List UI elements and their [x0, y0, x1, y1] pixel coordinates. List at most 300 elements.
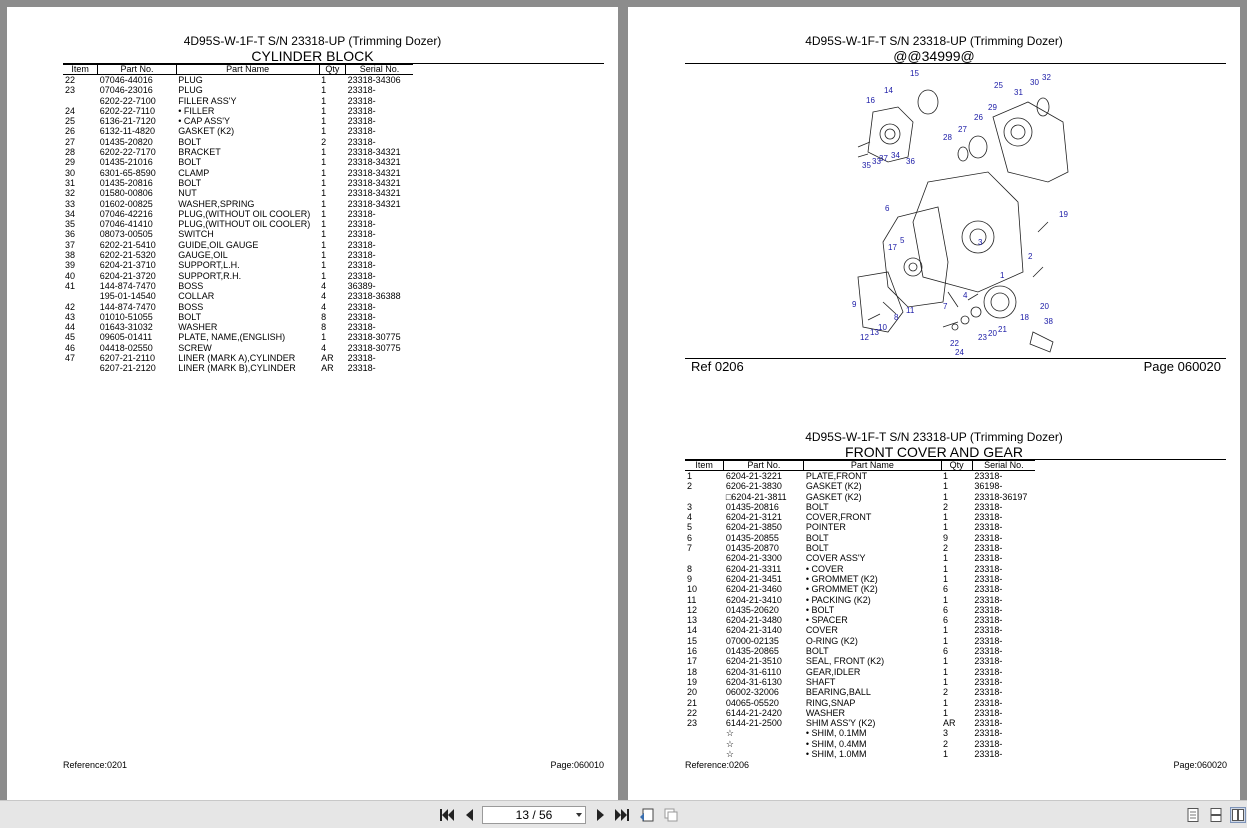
- cell-part-no: 01643-31032: [99, 322, 153, 333]
- cell-serial-no: 23318-: [974, 738, 1003, 749]
- cell-item: 35: [65, 219, 76, 230]
- cell-serial-no: 23318-: [347, 353, 376, 364]
- cell-item: 14: [687, 625, 698, 636]
- cell-serial-no: 23318-: [974, 532, 1003, 543]
- cell-serial-no: 23318-36197: [974, 491, 1028, 502]
- cell-item: 7: [687, 543, 693, 554]
- footer-reference: Reference:0206: [685, 760, 750, 770]
- cell-qty: 1: [321, 167, 327, 178]
- table-row: [63, 188, 413, 198]
- cell-part-name: BRACKET: [178, 147, 221, 158]
- cell-part-name: GEAR,IDLER: [805, 666, 861, 677]
- cell-serial-no: 23318-34321: [347, 198, 401, 209]
- cell-part-name: GASKET (K2): [805, 481, 862, 492]
- table-row: [685, 667, 1035, 677]
- col-qty: Qty: [319, 65, 346, 75]
- cell-qty: 3: [943, 728, 949, 739]
- diagram-page: Page 060020: [1143, 359, 1221, 374]
- table-row: [685, 502, 1035, 512]
- cell-serial-no: 23318-34306: [347, 75, 401, 85]
- cell-qty: 1: [321, 157, 327, 168]
- cell-part-name: POINTER: [805, 522, 846, 533]
- cell-qty: 1: [943, 481, 949, 492]
- cell-qty: 1: [321, 198, 327, 209]
- cell-part-name: GUIDE,OIL GAUGE: [178, 239, 259, 250]
- cell-part-name: • BOLT: [805, 604, 835, 615]
- table-row: [685, 718, 1035, 728]
- callout: 11: [906, 306, 915, 315]
- cell-serial-no: 23318-: [974, 635, 1003, 646]
- callout: 17: [888, 243, 897, 252]
- cell-part-no: 01435-20620: [725, 604, 779, 615]
- table-row: [685, 708, 1035, 718]
- cell-serial-no: 23318-: [974, 676, 1003, 687]
- table-row: [63, 322, 413, 332]
- cell-serial-no: 23318-: [347, 270, 376, 281]
- cell-serial-no: 23318-: [347, 363, 376, 374]
- two-page-icon[interactable]: [1230, 807, 1246, 823]
- diagram-title: @@34999@: [893, 48, 975, 64]
- cell-serial-no: 23318-34321: [347, 188, 401, 199]
- cell-item: 33: [65, 198, 76, 209]
- cell-part-name: SWITCH: [178, 229, 214, 240]
- cell-qty: 1: [943, 676, 949, 687]
- cell-qty: 4: [321, 291, 327, 302]
- table-row: [685, 656, 1035, 666]
- cell-item: 39: [65, 260, 76, 271]
- cell-item: 5: [687, 522, 693, 533]
- callout: 23: [978, 333, 987, 342]
- cell-part-name: FILLER ASS'Y: [178, 95, 237, 106]
- cell-serial-no: 23318-: [974, 707, 1003, 718]
- front-plate-part: [913, 172, 1023, 292]
- continuous-icon[interactable]: [1209, 808, 1223, 822]
- cell-part-no: 6144-21-2420: [725, 707, 782, 718]
- table-row: [685, 677, 1035, 687]
- cell-qty: 6: [943, 646, 949, 657]
- table-row: [685, 553, 1035, 563]
- parts-table: [685, 460, 1035, 759]
- cell-part-name: RING,SNAP: [805, 697, 856, 708]
- table-row: [63, 126, 413, 136]
- cell-part-no: 01435-20870: [725, 543, 779, 554]
- cell-item: 16: [687, 646, 698, 657]
- last-page-icon[interactable]: [615, 808, 629, 822]
- rotate-icon[interactable]: [640, 808, 654, 822]
- prev-page-icon[interactable]: [462, 808, 476, 822]
- next-page-icon[interactable]: [594, 808, 608, 822]
- table-row: [63, 209, 413, 219]
- cell-item: [685, 749, 724, 759]
- callout: 28: [943, 133, 952, 142]
- cell-serial-no: 23318-: [347, 126, 376, 137]
- cell-part-no: 01435-20855: [725, 532, 779, 543]
- cell-part-name: • CAP ASS'Y: [178, 116, 230, 127]
- cell-part-name: BOLT: [805, 646, 829, 657]
- cell-item: 32: [65, 188, 76, 199]
- cell-part-name: GASKET (K2): [805, 491, 862, 502]
- cell-item: 2: [687, 481, 693, 492]
- diagram-subtitle: 4D95S-W-1F-T S/N 23318-UP (Trimming Dozer): [805, 34, 1063, 48]
- cell-part-name: BOLT: [178, 311, 202, 322]
- table-row: [63, 332, 413, 342]
- exploded-view-diagram: [828, 62, 1078, 362]
- cell-part-name: SUPPORT,R.H.: [178, 270, 242, 281]
- cell-item: 1: [687, 471, 693, 481]
- cell-part-no: ☆: [725, 749, 734, 760]
- cell-part-name: PLUG,(WITHOUT OIL COOLER): [178, 208, 311, 219]
- cell-qty: 1: [943, 749, 949, 760]
- cell-qty: 2: [943, 543, 949, 554]
- table-row: [63, 250, 413, 260]
- cell-part-no: 6204-21-3480: [725, 615, 782, 626]
- cell-item: [685, 728, 724, 738]
- cell-part-no: 06002-32006: [725, 687, 779, 698]
- col-item: Item: [63, 65, 98, 75]
- cell-serial-no: 23318-: [974, 501, 1003, 512]
- table-row: [685, 574, 1035, 584]
- footer-reference: Reference:0201: [63, 760, 128, 770]
- cell-qty: 1: [321, 75, 327, 85]
- cell-qty: 1: [321, 260, 327, 271]
- cell-serial-no: 23318-: [347, 301, 376, 312]
- cell-part-name: COLLAR: [178, 291, 215, 302]
- col-part-name: Part Name: [804, 461, 941, 471]
- cell-part-no: 04418-02550: [99, 342, 153, 353]
- cell-part-name: BOLT: [178, 157, 202, 168]
- cell-part-no: 6206-21-3830: [725, 481, 782, 492]
- cell-part-name: BOLT: [805, 532, 829, 543]
- callout: 24: [955, 348, 964, 357]
- cell-part-no: 6204-21-3311: [725, 563, 782, 574]
- cell-serial-no: 23318-: [347, 239, 376, 250]
- cell-serial-no: 23318-: [974, 573, 1003, 584]
- cell-part-name: PLATE, NAME,(ENGLISH): [178, 332, 286, 343]
- table-row: [685, 522, 1035, 532]
- cell-part-no: 6204-21-3510: [725, 656, 782, 667]
- page-subtitle: 4D95S-W-1F-T S/N 23318-UP (Trimming Dozer): [183, 34, 442, 48]
- cell-item: 34: [65, 208, 76, 219]
- cell-part-no: 144-874-7470: [99, 280, 156, 291]
- table-row: [685, 543, 1035, 553]
- cell-serial-no: 23318-: [347, 95, 376, 106]
- cell-qty: 1: [321, 208, 327, 219]
- cell-serial-no: 23318-: [974, 543, 1003, 554]
- callout: 29: [988, 103, 997, 112]
- engine-block-part: [993, 102, 1068, 182]
- cell-item: 9: [687, 573, 693, 584]
- col-part-name: Part Name: [176, 65, 319, 75]
- cell-serial-no: 23318-: [974, 584, 1003, 595]
- cell-item: 31: [65, 177, 76, 188]
- cell-part-name: GAUGE,OIL: [178, 250, 228, 261]
- page-front-cover-and-gear: [628, 7, 1240, 800]
- table-row: [63, 75, 413, 86]
- cell-serial-no: 23318-: [974, 749, 1003, 760]
- cell-qty: 1: [943, 522, 949, 533]
- callout: 20: [1040, 302, 1049, 311]
- cell-qty: 1: [943, 594, 949, 605]
- cell-part-no: 6202-22-7110: [99, 105, 156, 116]
- cell-part-no: 144-874-7470: [99, 301, 156, 312]
- cell-part-name: PLUG,(WITHOUT OIL COOLER): [178, 219, 311, 230]
- cell-serial-no: 23318-: [974, 728, 1003, 739]
- footer-page: Page:060010: [550, 760, 604, 770]
- cell-part-no: 6204-21-3300: [725, 553, 782, 564]
- cell-item: 20: [687, 687, 698, 698]
- cell-part-name: WASHER: [178, 322, 218, 333]
- table-row: [63, 312, 413, 322]
- table-row: [685, 564, 1035, 574]
- cell-qty: 1: [943, 471, 949, 481]
- cell-item: 37: [65, 239, 76, 250]
- cell-part-name: SHIM ASS'Y (K2): [805, 718, 876, 729]
- cell-item: [685, 739, 724, 749]
- cell-qty: 2: [321, 136, 327, 147]
- cell-serial-no: 23318-: [347, 322, 376, 333]
- cell-qty: 1: [943, 625, 949, 636]
- cell-part-name: NUT: [178, 188, 197, 199]
- cell-qty: 6: [943, 584, 949, 595]
- cell-qty: 8: [321, 311, 327, 322]
- cell-qty: 1: [321, 85, 327, 96]
- col-serial-no: Serial No.: [346, 65, 413, 75]
- cell-item: 41: [65, 280, 76, 291]
- callout: 9: [852, 300, 857, 309]
- table-row: [685, 584, 1035, 594]
- cell-part-name: BOSS: [178, 301, 204, 312]
- cell-part-name: BEARING,BALL: [805, 687, 871, 698]
- single-page-icon[interactable]: [1186, 808, 1200, 822]
- cell-part-name: GASKET (K2): [178, 126, 235, 137]
- cell-item: 12: [687, 604, 698, 615]
- fit-icon[interactable]: [664, 808, 678, 822]
- cell-item: 28: [65, 147, 76, 158]
- table-row: [685, 533, 1035, 543]
- cell-serial-no: 23318-: [974, 646, 1003, 657]
- table-row: [63, 240, 413, 250]
- cell-qty: 1: [321, 116, 327, 127]
- cell-serial-no: 23318-: [347, 260, 376, 271]
- cell-qty: 1: [321, 126, 327, 137]
- cell-part-no: 01435-20865: [725, 646, 779, 657]
- table-row: [685, 636, 1035, 646]
- cell-part-no: 6202-21-5410: [99, 239, 156, 250]
- o-ring-part: [918, 90, 938, 114]
- callout: 16: [866, 96, 875, 105]
- cell-part-no: 6136-21-7120: [99, 116, 156, 127]
- cell-serial-no: 23318-: [347, 219, 376, 230]
- cell-qty: AR: [321, 363, 334, 374]
- cell-serial-no: 23318-: [347, 208, 376, 219]
- cell-part-no: 01435-20816: [99, 177, 153, 188]
- callout: 37: [879, 154, 888, 163]
- callout-labels: [852, 69, 1068, 357]
- cell-part-no: 07046-41410: [99, 219, 153, 230]
- table-row: [63, 219, 413, 229]
- cell-part-name: SHAFT: [805, 676, 836, 687]
- cell-part-name: PLUG: [178, 85, 203, 96]
- cell-item: 4: [687, 512, 693, 523]
- cell-item: 44: [65, 322, 76, 333]
- diagram-header: [628, 34, 1240, 64]
- cell-qty: AR: [321, 353, 334, 364]
- page-cylinder-block: [7, 7, 618, 800]
- footer-page: Page:060020: [1173, 760, 1227, 770]
- cell-serial-no: 23318-: [347, 229, 376, 240]
- cell-item: 23: [65, 85, 76, 96]
- callout: 36: [906, 157, 915, 166]
- cell-item: 27: [65, 136, 76, 147]
- cell-item: 22: [65, 75, 76, 85]
- cell-part-no: 6202-22-7100: [99, 95, 156, 106]
- cell-qty: 1: [321, 250, 327, 261]
- cell-part-no: 6207-21-2110: [99, 353, 156, 364]
- cell-serial-no: 23318-: [347, 105, 376, 116]
- cell-item: 45: [65, 332, 76, 343]
- cell-qty: 1: [321, 105, 327, 116]
- cell-item: 36: [65, 229, 76, 240]
- page-header: [7, 34, 618, 64]
- callout: 18: [1020, 313, 1029, 322]
- cell-part-no: 01602-00825: [99, 198, 153, 209]
- cell-qty: 1: [943, 491, 949, 502]
- table-row: [63, 302, 413, 312]
- callout: 3: [978, 238, 983, 247]
- first-page-icon[interactable]: [440, 808, 454, 822]
- table-row: [63, 291, 413, 301]
- cell-part-no: 04065-05520: [725, 697, 779, 708]
- cell-qty: 1: [943, 697, 949, 708]
- table-row: [685, 605, 1035, 615]
- cell-part-name: BOLT: [178, 136, 202, 147]
- cell-qty: 1: [321, 177, 327, 188]
- cell-serial-no: 23318-34321: [347, 147, 401, 158]
- cell-part-no: 01435-20816: [725, 501, 779, 512]
- callout: 33: [872, 157, 881, 166]
- cell-qty: 4: [321, 342, 327, 353]
- table-row: [685, 749, 1035, 759]
- cell-part-name: COVER ASS'Y: [805, 553, 866, 564]
- callout: 12: [860, 333, 869, 342]
- cell-part-no: 6204-21-3720: [99, 270, 156, 281]
- cell-part-no: 6204-21-3140: [725, 625, 782, 636]
- cell-serial-no: 23318-30775: [347, 332, 401, 343]
- page-number-input[interactable]: [482, 806, 586, 824]
- callout: 15: [910, 69, 919, 78]
- col-part-no: Part No.: [98, 65, 177, 75]
- table-row: [685, 698, 1035, 708]
- cell-qty: 6: [943, 604, 949, 615]
- cell-part-no: 6132-11-4820: [99, 126, 156, 137]
- cell-item: 8: [687, 563, 693, 574]
- callout: 10: [878, 323, 887, 332]
- cell-serial-no: 23318-34321: [347, 167, 401, 178]
- cell-qty: 1: [321, 147, 327, 158]
- table-row: [63, 116, 413, 126]
- callout: 26: [974, 113, 983, 122]
- chevron-down-icon[interactable]: [576, 813, 582, 817]
- cell-serial-no: 23318-: [974, 697, 1003, 708]
- cell-item: 19: [687, 676, 698, 687]
- cell-serial-no: 23318-: [347, 250, 376, 261]
- cell-part-name: • SHIM, 0.1MM: [805, 728, 867, 739]
- callout: 35: [862, 161, 871, 170]
- cell-item: 30: [65, 167, 76, 178]
- cell-part-no: 6301-65-8590: [99, 167, 156, 178]
- cell-item: [63, 363, 98, 373]
- table-row: [685, 492, 1035, 502]
- cell-item: 46: [65, 342, 76, 353]
- callout: 21: [998, 325, 1007, 334]
- cell-serial-no: 36198-: [974, 481, 1003, 492]
- cell-item: 29: [65, 157, 76, 168]
- cell-serial-no: 23318-: [974, 656, 1003, 667]
- cell-item: 3: [687, 501, 693, 512]
- cell-part-name: BOLT: [805, 543, 829, 554]
- housing-part: [883, 207, 948, 307]
- cell-part-name: COVER,FRONT: [805, 512, 872, 523]
- cell-item: 43: [65, 311, 76, 322]
- col-qty: Qty: [941, 461, 972, 471]
- cell-part-no: 195-01-14540: [99, 291, 156, 302]
- table-row: [685, 646, 1035, 656]
- cell-item: 40: [65, 270, 76, 281]
- cell-part-name: • GROMMET (K2): [805, 573, 878, 584]
- cell-serial-no: 23318-: [974, 553, 1003, 564]
- cell-item: [685, 492, 724, 502]
- cell-item: 23: [687, 718, 698, 729]
- cell-serial-no: 23318-: [974, 594, 1003, 605]
- cell-qty: 4: [321, 301, 327, 312]
- cell-qty: 1: [321, 239, 327, 250]
- cell-qty: 1: [943, 553, 949, 564]
- cell-part-name: BOLT: [805, 501, 829, 512]
- cell-serial-no: 23318-: [347, 116, 376, 127]
- page-indicator: 13 / 56: [515, 808, 553, 822]
- cell-item: 22: [687, 707, 698, 718]
- col-part-no: Part No.: [724, 461, 804, 471]
- cell-part-no: 01435-20820: [99, 136, 153, 147]
- cell-item: [63, 291, 98, 301]
- cell-serial-no: 23318-: [974, 687, 1003, 698]
- cell-part-name: COVER: [805, 625, 838, 636]
- cell-qty: 1: [943, 635, 949, 646]
- callout: 2: [1028, 252, 1033, 261]
- cell-part-no: 6204-21-3221: [725, 471, 782, 481]
- cell-item: 6: [687, 532, 693, 543]
- callout: 32: [1042, 73, 1051, 82]
- cell-item: 25: [65, 116, 76, 127]
- cell-serial-no: 23318-34321: [347, 157, 401, 168]
- cell-qty: 2: [943, 738, 949, 749]
- cell-serial-no: 23318-30775: [347, 342, 401, 353]
- cell-serial-no: 36389-: [347, 280, 376, 291]
- cell-item: 24: [65, 105, 76, 116]
- cell-part-name: SUPPORT,L.H.: [178, 260, 240, 271]
- cell-part-name: SCREW: [178, 342, 212, 353]
- col-serial-no: Serial No.: [972, 461, 1035, 471]
- table-row: [63, 85, 413, 95]
- callout: 1: [1000, 271, 1005, 280]
- cell-part-no: 6204-31-6130: [725, 676, 782, 687]
- cell-item: 18: [687, 666, 698, 677]
- cell-qty: 9: [943, 532, 949, 543]
- cell-part-no: 6204-21-3410: [725, 594, 782, 605]
- cell-serial-no: 23318-: [974, 718, 1003, 729]
- table-row: [63, 353, 413, 363]
- cell-part-no: ☆: [725, 738, 734, 749]
